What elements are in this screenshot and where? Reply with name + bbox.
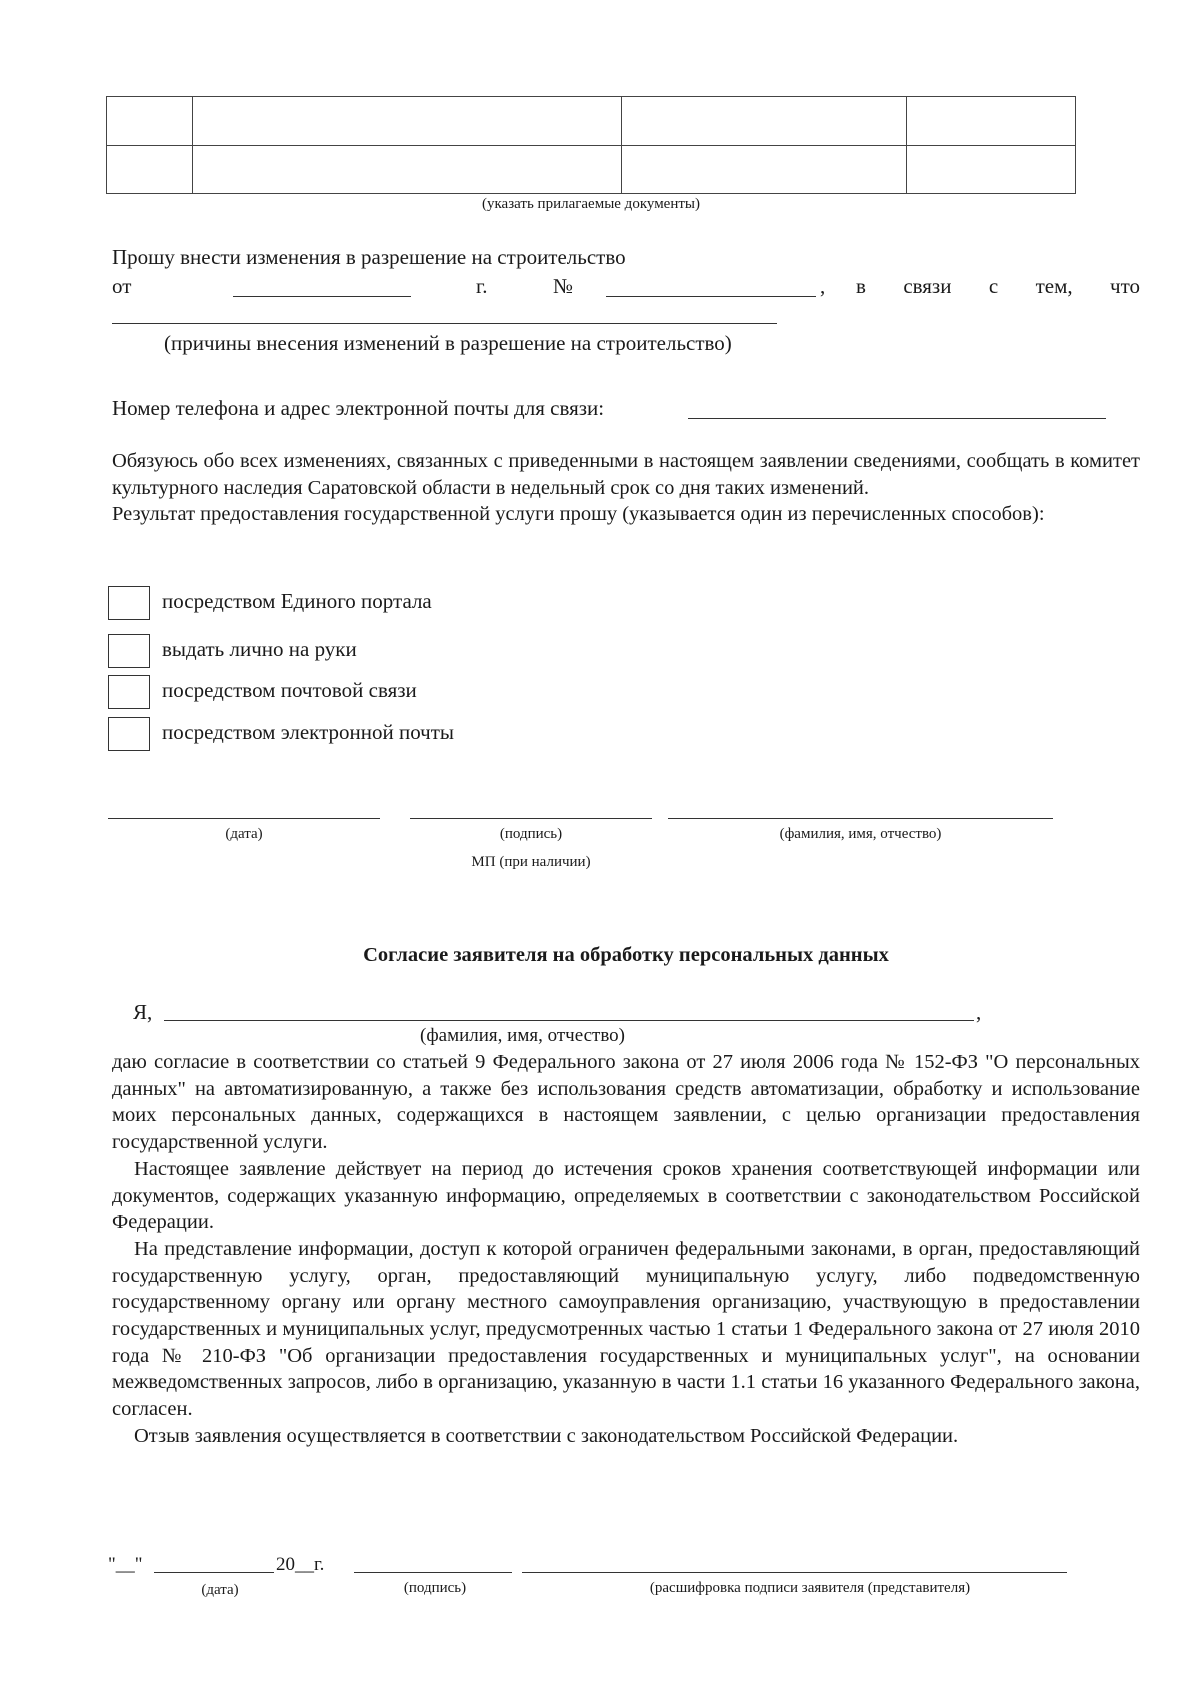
checkbox-in-person[interactable] — [108, 634, 150, 668]
table-cell[interactable] — [622, 97, 907, 146]
request-line: Прошу внести изменения в разрешение на строительство — [112, 245, 626, 269]
table-cell[interactable] — [107, 145, 193, 194]
table-cell[interactable] — [907, 145, 1076, 194]
table-cell[interactable] — [192, 145, 622, 194]
signature-caption: (подпись) — [499, 826, 563, 842]
word: тем, — [1035, 274, 1073, 298]
option-label: выдать лично на руки — [162, 637, 357, 661]
decode-field[interactable] — [522, 1572, 1067, 1573]
contact-label: Номер телефона и адрес электронной почты для связи: — [112, 396, 605, 420]
date-prefix: "__" — [108, 1554, 143, 1575]
number-label: № — [553, 274, 574, 298]
checkbox-portal[interactable] — [108, 586, 150, 620]
attachments-caption: (указать прилагаемые документы) — [481, 196, 700, 212]
table-cell[interactable] — [192, 97, 622, 146]
date-signature-field[interactable] — [108, 818, 380, 819]
obligation-text: Обязуюсь обо всех изменениях, связанных с приведенными в настоящем заявлении сведениями, сообщать в комитет культурного наследия Саратовской области в недельный срок со дня таких изменений. — [112, 450, 1140, 499]
consent-name-field[interactable] — [164, 1020, 974, 1021]
consent-text — [112, 1049, 1140, 1450]
consent-paragraph: Настоящее заявление действует на период до истечения сроков хранения соответствующей информации или документов, содержащих указанную информацию, определяемых в соответствии с законодательством Российской Федерации. — [112, 1157, 1140, 1234]
date-month-field[interactable] — [154, 1572, 274, 1573]
option-label: посредством Единого портала — [162, 589, 432, 613]
full-name-field[interactable] — [668, 818, 1053, 819]
checkbox-post[interactable] — [108, 675, 150, 709]
connection-words — [856, 274, 1140, 299]
consent-comma: , — [976, 1000, 982, 1024]
word: связи — [903, 274, 952, 298]
word: в — [856, 274, 866, 298]
permit-number-field[interactable] — [606, 296, 816, 297]
from-label: от — [112, 274, 132, 298]
reason-field[interactable] — [112, 323, 777, 324]
signature-field[interactable] — [410, 818, 652, 819]
table-row — [107, 97, 1076, 146]
table-cell[interactable] — [107, 97, 193, 146]
consent-name-caption: (фамилия, имя, отчество) — [420, 1025, 626, 1046]
checkbox-email[interactable] — [108, 717, 150, 751]
comma: , — [820, 274, 826, 298]
attachments-table — [106, 96, 1076, 194]
word: что — [1110, 274, 1140, 298]
option-label: посредством почтовой связи — [162, 678, 417, 702]
consent-paragraph: даю согласие в соответствии со статьей 9 Федерального закона от 27 июля 2006 года № 152-ФЗ "О персональных данных" на автоматизированную, а также без использования средств автоматизации, обработку и использование моих персональных данных, содержащихся в настоящем заявлении, с целью организации предоставления государственной услуги. — [112, 1051, 1140, 1154]
year-text: 20__г. — [276, 1554, 325, 1575]
result-text: Результат предоставления государственной услуги прошу (указывается один из перечисленных способов): — [112, 503, 1045, 526]
word: с — [988, 274, 999, 298]
table-row — [107, 145, 1076, 194]
reason-caption: (причины внесения изменений в разрешение на строительство) — [164, 331, 732, 355]
consent-paragraph: Отзыв заявления осуществляется в соответствии с законодательством Российской Федерации. — [134, 1424, 959, 1447]
decode-caption: (расшифровка подписи заявителя (представителя) — [649, 1580, 971, 1596]
stamp-note: МП (при наличии) — [471, 854, 591, 870]
date-caption: (дата) — [225, 826, 263, 842]
date-field[interactable] — [233, 296, 411, 297]
i-label: Я, — [133, 1000, 153, 1024]
year-label: г. — [476, 274, 488, 298]
option-label: посредством электронной почты — [162, 720, 455, 744]
contact-field[interactable] — [688, 418, 1106, 419]
table-cell[interactable] — [622, 145, 907, 194]
full-name-caption: (фамилия, имя, отчество) — [779, 826, 942, 842]
consent-paragraph: На представление информации, доступ к которой ограничен федеральными законами, в орган, предоставляющий государственную услугу, орган, предоставляющий муниципальную услугу, либо подведомственную государственному органу или органу местного самоуправления организацию, участвующую в предоставлении государственных и муниципальных услуг, предусмотренных частью 1 статьи 1 Федерального закона от 27 июля 2010 года № 210-ФЗ "Об организации предоставления государственных и муниципальных услуг", на основании межведомственных запросов, либо в организацию, указанную в части 1.1 статьи 16 указанного Федерального закона, согласен. — [112, 1237, 1140, 1421]
date-caption-2: (дата) — [201, 1582, 239, 1598]
obligation-block — [112, 448, 1140, 528]
signature-field-2[interactable] — [354, 1572, 512, 1573]
consent-title: Согласие заявителя на обработку персональных данных — [363, 944, 889, 966]
table-cell[interactable] — [907, 97, 1076, 146]
signature-caption-2: (подпись) — [403, 1580, 467, 1596]
